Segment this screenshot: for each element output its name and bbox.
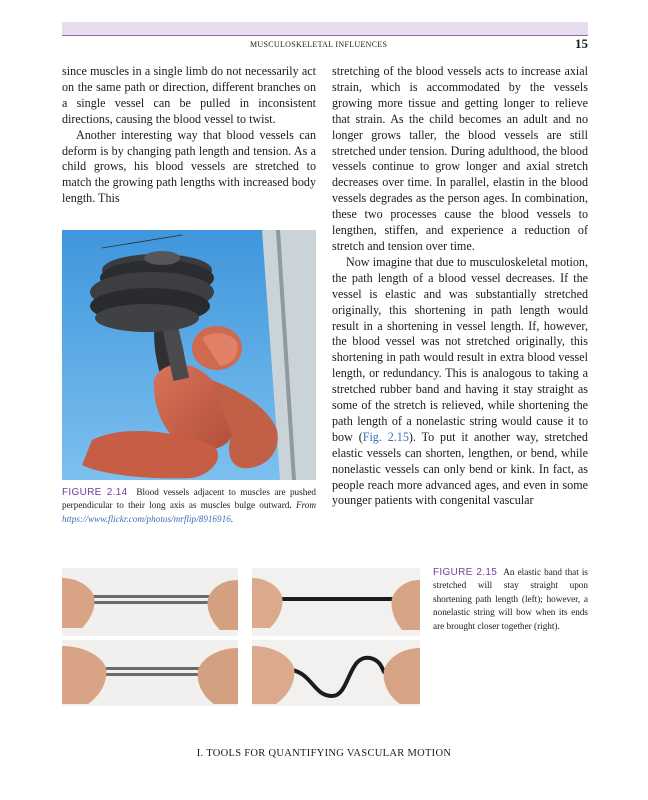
elastic-band-shortened-image — [62, 640, 238, 706]
figure-2-15-caption — [433, 566, 588, 633]
string-stretched-image — [252, 568, 420, 636]
paragraph-text: ). To put it another way, stretched elastic vessels can shorten, lengthen, or bend, while nonelastic vessels can only bend or kink. In fact, as people reach more advanced ages, and even in some younger patients with congenital vascular — [332, 429, 588, 508]
figure-2-15-label: FIGURE 2.15 — [433, 567, 498, 578]
caption-text: An elastic band that is stretched will stay straight upon shortening path length (left); however, a nonelastic string will bow when its ends are brought closer together (right). — [433, 567, 589, 631]
right-column-text — [332, 64, 588, 509]
caption-period: . — [230, 513, 234, 524]
header-band — [62, 22, 588, 35]
strongman-statue-image — [62, 230, 316, 480]
footer-section-title: I. TOOLS FOR QUANTIFYING VASCULAR MOTION — [196, 748, 452, 759]
paragraph-text: Now imagine that due to musculoskeletal motion, the path length of a blood vessel decreases. If the vessel is elastic and was substantially stretched originally, this shortening in path length would result in a shortening in vessel length. If, however, the blood vessel was not stretched originally, this shortening in path would result in extra blood vessel length, or redundancy. This is analogous to taking a stretched rubber band and having it stay straight as some of the stretch is relieved, while shortening the path length of a nonelastic string would cause it to bow ( — [332, 254, 588, 444]
source-link[interactable]: https://www.flickr.com/photos/mrflip/8916916 — [62, 513, 231, 524]
left-column-text — [62, 64, 316, 207]
figure-2-14-caption — [62, 486, 316, 526]
page-number: 15 — [575, 36, 588, 51]
elastic-band-stretched-photo — [62, 568, 238, 636]
running-head: MUSCULOSKELETAL INFLUENCES — [250, 40, 388, 49]
string-bowed-image — [252, 640, 420, 706]
caption-source-prefix: From — [295, 500, 317, 511]
figure-2-14-photo — [62, 230, 316, 480]
paragraph — [332, 255, 588, 510]
string-stretched-photo — [252, 568, 420, 636]
paragraph: since muscles in a single limb do not necessarily act on the same path or direction, different branches on a single vessel can be pulled in inconsistent directions, causing the blood vessel to twist. — [62, 64, 316, 126]
elastic-band-stretched-image — [62, 568, 238, 636]
string-bowed-photo — [252, 640, 420, 706]
figure-2-14-label: FIGURE 2.14 — [62, 487, 128, 498]
figure-2-15-reference-link[interactable]: Fig. 2.15 — [362, 429, 409, 444]
paragraph: stretching of the blood vessels acts to increase axial strain, which is accommodated by the vessels growing more tissue and getting longer to relieve that strain. As the child becomes an adult and no longer grows taller, the blood vessels are still stretched under tension. During adulthood, the blood vessels continue to grow longer and axial stretch decreases over time. In parallel, elastin in the blood vessels degrades as the person ages. In combination, these two processes cause the blood vessels to lengthen, stiffen, and experience a reduction of stretch and tension over time. — [332, 64, 588, 253]
caption-text: Blood vessels adjacent to muscles are pushed perpendicular to their long axis as muscles bulge outward. — [62, 487, 316, 511]
elastic-band-shortened-photo — [62, 640, 238, 706]
header-rule — [62, 35, 588, 36]
paragraph: Another interesting way that blood vessels can deform is by changing path length and tension. As a child grows, his blood vessels are stretched to match the growing path lengths with increased body length. This — [62, 127, 316, 206]
